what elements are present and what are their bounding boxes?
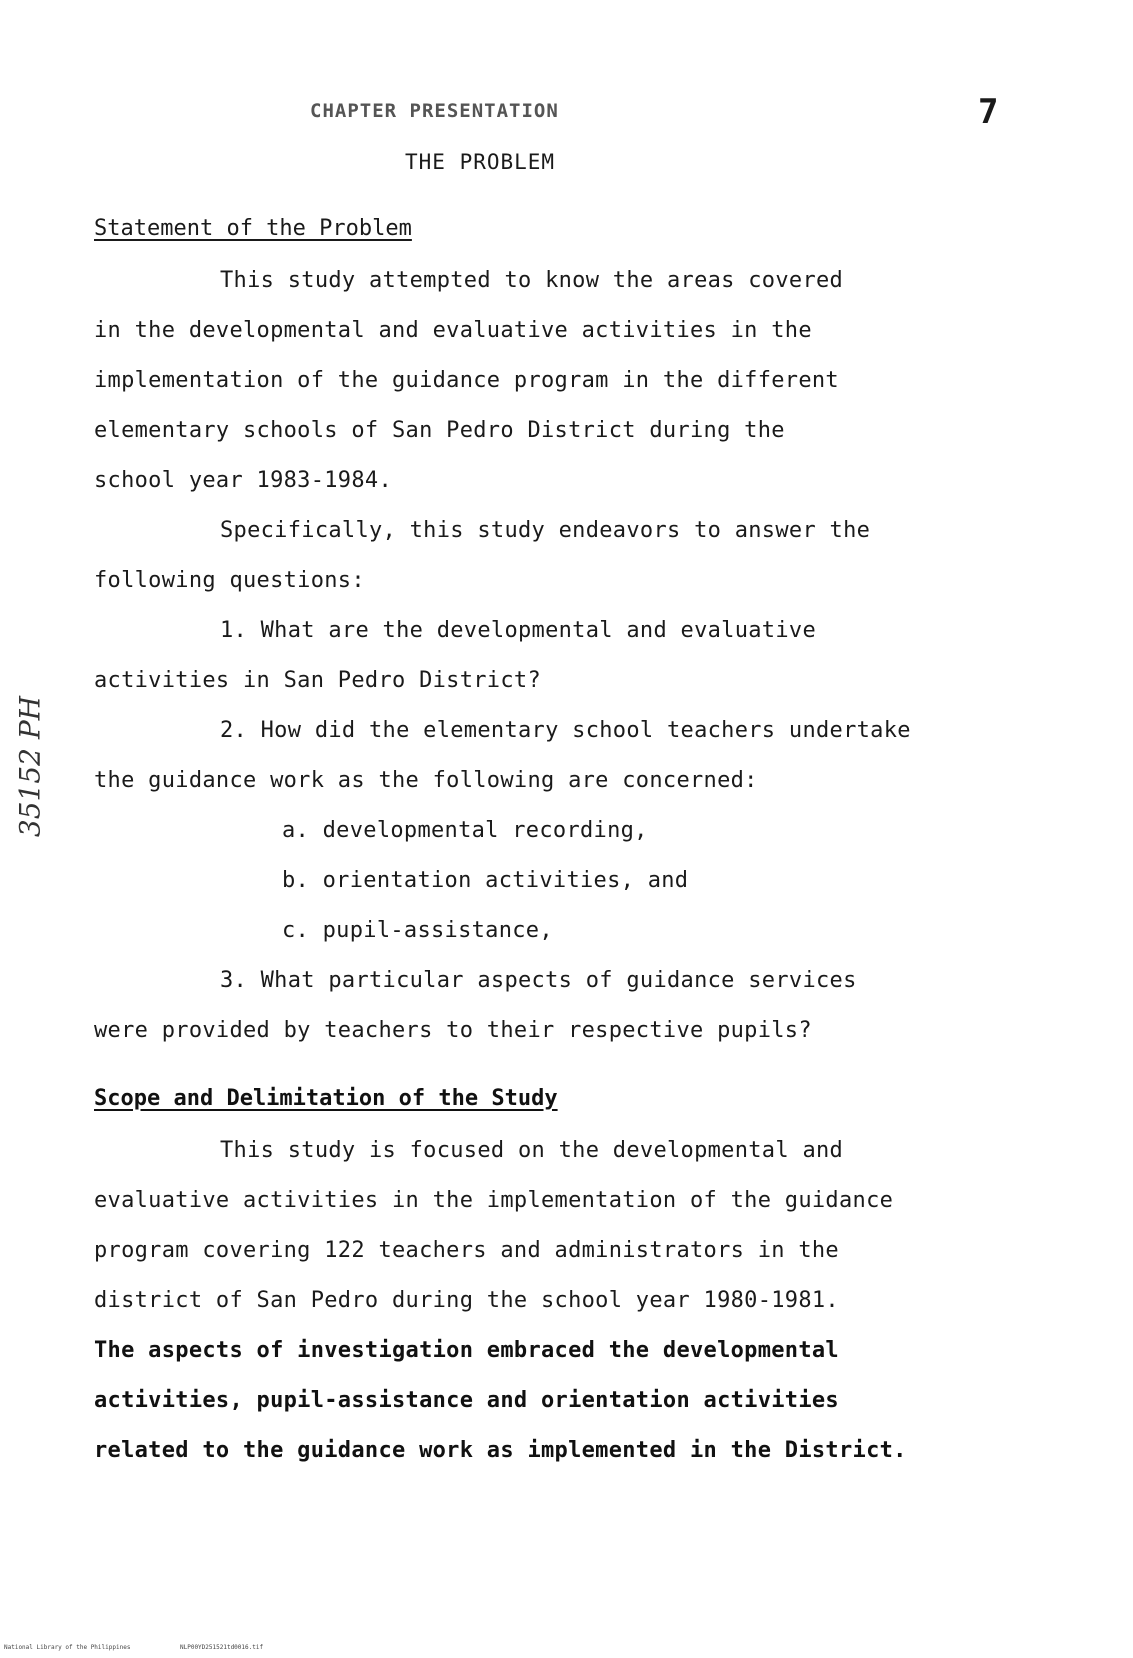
paragraph-line: program covering 122 teachers and administrators in the <box>94 1238 839 1263</box>
paragraph-line: This study attempted to know the areas covered <box>220 268 844 293</box>
paragraph-line: Specifically, this study endeavors to answer the <box>220 518 871 543</box>
paragraph-line: implementation of the guidance program in the different <box>94 368 839 393</box>
question-line: were provided by teachers to their respective pupils? <box>94 1018 812 1043</box>
paragraph-line: in the developmental and evaluative activities in the <box>94 318 812 343</box>
margin-note-text: 35152 PH <box>13 695 47 838</box>
paragraph-line: evaluative activities in the implementation of the guidance <box>94 1188 894 1213</box>
question-line: the guidance work as the following are concerned: <box>94 768 758 793</box>
paragraph-line: This study is focused on the developmental and <box>220 1138 844 1163</box>
paragraph-line: The aspects of investigation embraced the developmental <box>94 1338 839 1363</box>
sub-item-line: c. pupil-assistance, <box>282 918 553 943</box>
question-line: activities in San Pedro District? <box>94 668 541 693</box>
paragraph-line: elementary schools of San Pedro District during the <box>94 418 785 443</box>
footer-library: National Library of the Philippines <box>4 1644 131 1651</box>
paragraph-line: following questions: <box>94 568 365 593</box>
question-line: 3. What particular aspects of guidance services <box>220 968 857 993</box>
paragraph-line: district of San Pedro during the school year 1980-1981. <box>94 1288 839 1313</box>
paragraph-line: school year 1983-1984. <box>94 468 392 493</box>
question-line: 1. What are the developmental and evaluative <box>220 618 816 643</box>
sub-item-line: a. developmental recording, <box>282 818 648 843</box>
chapter-title: THE PROBLEM <box>405 150 556 174</box>
section-heading-scope: Scope and Delimitation of the Study <box>94 1086 558 1111</box>
paragraph-line: activities, pupil-assistance and orientation activities <box>94 1388 839 1413</box>
section-heading-statement: Statement of the Problem <box>94 216 412 241</box>
question-line: 2. How did the elementary school teachers undertake <box>220 718 911 743</box>
faded-header-title: CHAPTER PRESENTATION <box>310 100 559 122</box>
footer-filename: NLP00YD251521td0016.tif <box>180 1644 264 1651</box>
paragraph-line: related to the guidance work as implemented in the District. <box>94 1438 907 1463</box>
handwritten-margin-note <box>0 650 60 880</box>
sub-item-line: b. orientation activities, and <box>282 868 689 893</box>
page-number: 7 <box>978 92 999 132</box>
